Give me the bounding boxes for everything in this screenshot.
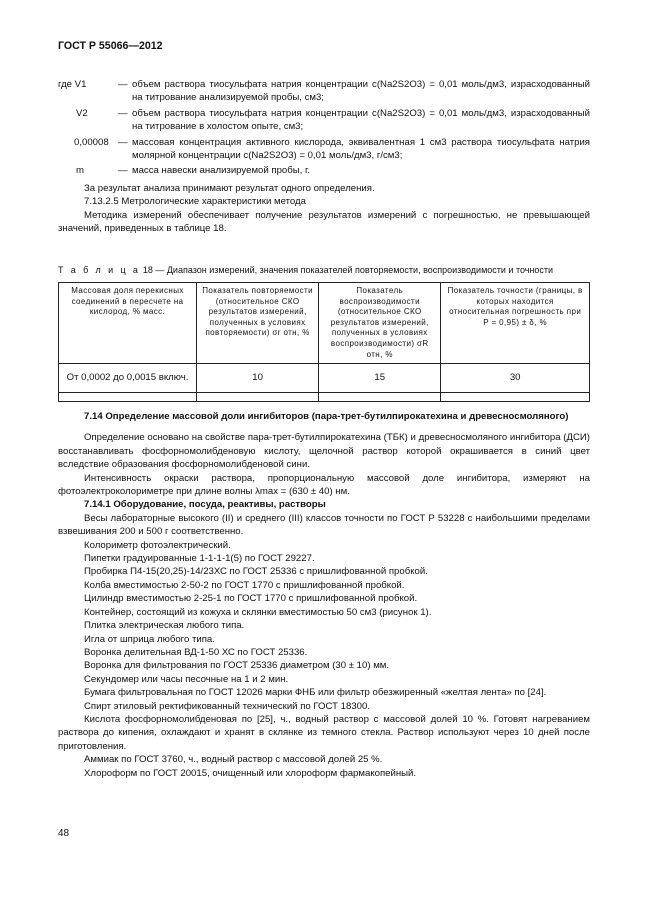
equipment-item: Контейнер, состоящий из кожуха и склянки вместимостью 50 см3 (рисунок 1). — [84, 606, 432, 618]
table-row — [59, 364, 590, 393]
definition-symbol: m — [76, 165, 84, 177]
paragraph-intensity: Интенсивность окраски раствора, пропорциональную массовой доле ингибитора, измеряют на фотоэлектроколориметре при длине волны λmax = (630 ± 40) нм. — [58, 472, 590, 498]
definition-text: объем раствора тиосульфата натрия концентрации c(Na2S2O3) = 0,01 моль/дм3, израсходованный на титрование анализируемой пробы, см3; — [132, 79, 590, 104]
table-spacer-cell — [319, 393, 441, 402]
definition-dash: — — [118, 79, 128, 90]
section-heading-7-14: 7.14 Определение массовой доли ингибиторов (пара-трет-бутилпирокатехина и древесносмоляного) — [84, 411, 569, 422]
equipment-item: Колба вместимостью 2-50-2 по ГОСТ 1770 с пришлифованной пробкой. — [84, 579, 405, 591]
table-caption — [58, 265, 590, 275]
method-paragraph: Методика измерений обеспечивает получение результатов измерений с погрешностью, не превышающей значений, приведенных в таблице 18. — [58, 209, 590, 235]
equipment-item: Воронка для фильтрования по ГОСТ 25336 диаметром (30 ± 10) мм. — [84, 660, 390, 672]
table-header-row — [59, 283, 590, 364]
table-header-cell: Показатель повторяемости (относительное СКО результатов измерений, полученных в условиях повторяемости) σr отн, % — [197, 283, 319, 364]
page-number: 48 — [58, 828, 70, 839]
document-header: ГОСТ Р 55066—2012 — [58, 40, 163, 52]
table-caption-prefix: Т а б л и ц а — [58, 265, 141, 275]
definition-dash: — — [118, 165, 128, 177]
table-spacer-cell — [441, 393, 590, 402]
section-7-14 — [58, 410, 590, 780]
definition-dash: — — [118, 107, 128, 119]
table-cell: 10 — [197, 364, 319, 393]
definition-symbol: 0,00008 — [74, 136, 109, 148]
equipment-item: Весы лабораторные высокого (II) и среднего (III) классов точности по ГОСТ Р 53228 с наибольшими пределами взвешивания 200 и 500 г соответственно. — [58, 512, 590, 538]
table-cell: 30 — [441, 364, 590, 393]
definition-text: массовая концентрация активного кислорода, эквивалентная 1 см3 раствора тиосульфата натрия молярной концентрации c(Na2S2O3) = 0,01 моль/дм3, г/см3; — [132, 136, 590, 162]
table-cell: 15 — [319, 364, 441, 393]
definitions-list — [58, 78, 590, 178]
table-header-cell: Показатель точности (границы, в которых находится относительная погрешность при P = 0,95) ± δ, % — [441, 283, 590, 364]
table-cell: От 0,0002 до 0,0015 включ. — [59, 364, 197, 393]
equipment-item: Плитка электрическая любого типа. — [84, 620, 245, 632]
equipment-item: Секундомер или часы песочные на 1 и 2 мин. — [84, 673, 289, 685]
equipment-item: Воронка делительная ВД-1-50 ХС по ГОСТ 25336. — [84, 646, 308, 658]
table-18 — [58, 282, 590, 402]
definition-text: масса навески анализируемой пробы, г. — [132, 165, 310, 177]
paragraph-principle: Определение основано на свойстве пара-трет-бутилпирокатехина (ТБК) и древесносмоляного ингибитора (ДСИ) восстанавливать фосфорномолибденовую кислоту, щелочной раствор которой окрашивается в синий цвет вследствие образования фосфорномолибденовой сини. — [58, 432, 590, 471]
equipment-item: Пробирка П4-15(20,25)-14/23ХС по ГОСТ 25336 с пришлифованной пробкой. — [84, 566, 428, 578]
table-spacer-row — [59, 393, 590, 402]
section-heading-7-14-1: 7.14.1 Оборудование, посуда, реактивы, растворы — [84, 499, 326, 511]
table-spacer-cell — [59, 393, 197, 402]
equipment-list — [58, 512, 590, 780]
definition-dash: — — [118, 136, 128, 148]
definition-symbol: V2 — [76, 107, 88, 119]
equipment-item: Бумага фильтровальная по ГОСТ 12026 марки ФНБ или фильтр обезжиренный «желтая лента» по [24]. — [84, 687, 547, 699]
result-paragraph: За результат анализа принимают результат одного определения. — [84, 183, 375, 194]
equipment-item: Хлороформ по ГОСТ 20015, очищенный или хлороформ фармакопейный. — [84, 767, 417, 779]
section-heading-7-13-2-5: 7.13.2.5 Метрологические характеристики метода — [84, 196, 306, 208]
equipment-item: Кислота фосфорномолибденовая по [25], ч., водный раствор с массовой долей 10 %. Готовят нагреванием раствора до кипения, охлаждают и хранят в склянке из темного стекла. Раствор используют через 10 дней после приготовления. — [58, 713, 590, 752]
equipment-item: Пипетки градуированные 1-1-1-1(5) по ГОСТ 29227. — [84, 553, 315, 565]
table-caption-text: 18 — Диапазон измерений, значения показателей повторяемости, воспроизводимости и точности — [142, 265, 554, 275]
definition-item — [58, 164, 590, 177]
equipment-item: Колориметр фотоэлектрический. — [84, 539, 231, 551]
equipment-item: Цилиндр вместимостью 2-25-1 по ГОСТ 1770 с пришлифованной пробкой. — [84, 593, 418, 605]
definition-item — [58, 107, 590, 134]
equipment-item: Игла от шприца любого типа. — [84, 633, 215, 645]
equipment-item: Аммиак по ГОСТ 3760, ч., водный раствор с массовой долей 25 %. — [84, 754, 383, 766]
equipment-item: Спирт этиловый ректификованный технический по ГОСТ 18300. — [84, 700, 370, 712]
table-spacer-cell — [197, 393, 319, 402]
table-header-cell: Массовая доля перекисных соединений в пересчете на кислород, % масс. — [59, 283, 197, 364]
definition-symbol: где V1 — [58, 79, 87, 90]
definition-text: объем раствора тиосульфата натрия концентрации c(Na2S2O3) = 0,01 моль/дм3, израсходованный на титрование в холостом опыте, см3; — [132, 107, 590, 133]
table-header-cell: Показатель воспроизводимости (относительное СКО результатов измерений, полученных в условиях воспроизводимости) σR отн, % — [319, 283, 441, 364]
intro-paragraphs — [58, 182, 590, 236]
definition-item — [58, 78, 590, 105]
definition-item — [58, 136, 590, 163]
